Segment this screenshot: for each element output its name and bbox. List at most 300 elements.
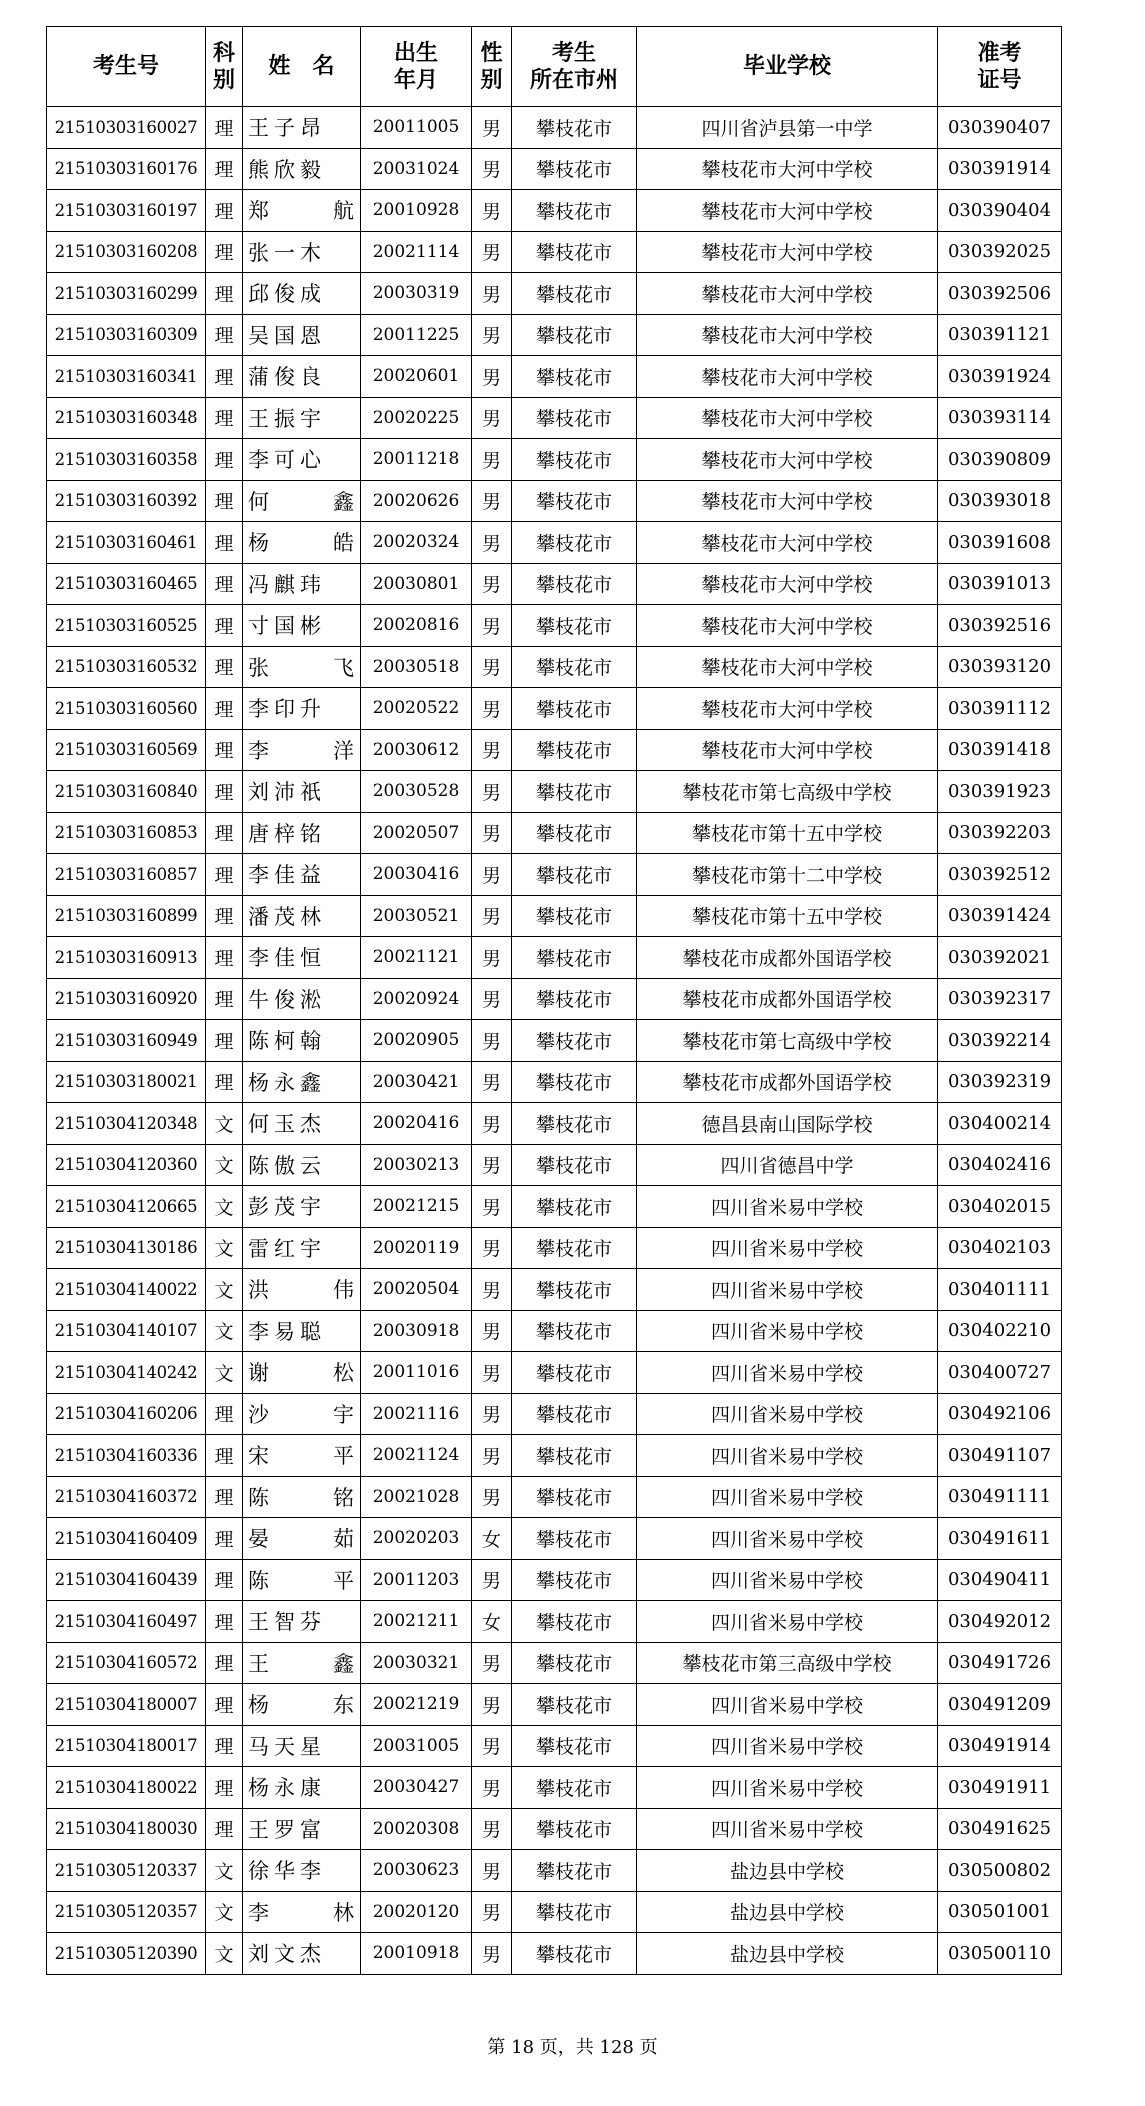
cell-school: 四川省米易中学校 [637,1767,938,1809]
table-row [47,1767,1062,1809]
cell-city: 攀枝花市 [512,895,637,937]
cell-city: 攀枝花市 [512,1103,637,1145]
header-exam-id: 考生号 [47,27,206,107]
header-subject: 科 别 [206,27,243,107]
cell-gender: 男 [472,978,512,1020]
cell-ticket: 030492012 [938,1601,1062,1643]
cell-gender: 男 [472,1144,512,1186]
cell-gender: 男 [472,854,512,896]
cell-exam-id: 21510303160920 [47,978,206,1020]
cell-birth: 20030421 [361,1061,472,1103]
cell-birth: 20030521 [361,895,472,937]
cell-school: 盐边县中学校 [637,1850,938,1892]
cell-gender: 男 [472,1642,512,1684]
cell-ticket: 030402015 [938,1186,1062,1228]
cell-birth: 20021121 [361,937,472,979]
cell-name: 徐华李 [243,1850,361,1892]
table-row [47,1186,1062,1228]
cell-birth: 20011016 [361,1352,472,1394]
cell-exam-id: 21510303160525 [47,605,206,647]
cell-ticket: 030392516 [938,605,1062,647]
cell-name: 雷红宇 [243,1227,361,1269]
cell-ticket: 030490411 [938,1559,1062,1601]
cell-exam-id: 21510304180030 [47,1808,206,1850]
table-row [47,563,1062,605]
cell-exam-id: 21510304120665 [47,1186,206,1228]
cell-name: 杨永鑫 [243,1061,361,1103]
table-row [47,1103,1062,1145]
cell-school: 德昌县南山国际学校 [637,1103,938,1145]
cell-school: 攀枝花市大河中学校 [637,729,938,771]
cell-ticket: 030390407 [938,107,1062,149]
cell-city: 攀枝花市 [512,522,637,564]
cell-gender: 男 [472,646,512,688]
cell-city: 攀枝花市 [512,1186,637,1228]
table-row [47,605,1062,647]
table-row [47,148,1062,190]
table-row [47,1393,1062,1435]
table-row [47,190,1062,232]
cell-ticket: 030391121 [938,314,1062,356]
cell-school: 四川省泸县第一中学 [637,107,938,149]
cell-gender: 男 [472,148,512,190]
cell-school: 四川省米易中学校 [637,1518,938,1560]
cell-exam-id: 21510303160358 [47,439,206,481]
cell-birth: 20020225 [361,397,472,439]
cell-city: 攀枝花市 [512,1601,637,1643]
table-row [47,1850,1062,1892]
cell-name: 邱俊成 [243,273,361,315]
cell-school: 攀枝花市大河中学校 [637,148,938,190]
cell-subject: 文 [206,1933,243,1975]
cell-ticket: 030391424 [938,895,1062,937]
cell-subject: 理 [206,605,243,647]
cell-exam-id: 21510303160532 [47,646,206,688]
cell-exam-id: 21510304140107 [47,1310,206,1352]
cell-ticket: 030391418 [938,729,1062,771]
cell-school: 四川省米易中学校 [637,1808,938,1850]
cell-name: 洪 伟 [243,1269,361,1311]
cell-city: 攀枝花市 [512,480,637,522]
cell-gender: 男 [472,1061,512,1103]
cell-gender: 男 [472,314,512,356]
cell-city: 攀枝花市 [512,812,637,854]
cell-name: 冯麒玮 [243,563,361,605]
cell-school: 四川省米易中学校 [637,1725,938,1767]
cell-ticket: 030500110 [938,1933,1062,1975]
table-row [47,439,1062,481]
cell-ticket: 030392512 [938,854,1062,896]
table-row [47,273,1062,315]
cell-ticket: 030500802 [938,1850,1062,1892]
cell-birth: 20011005 [361,107,472,149]
cell-exam-id: 21510303160840 [47,771,206,813]
cell-school: 攀枝花市第七高级中学校 [637,1020,938,1062]
cell-school: 四川省米易中学校 [637,1186,938,1228]
table-row [47,1933,1062,1975]
cell-name: 唐梓铭 [243,812,361,854]
table-row [47,854,1062,896]
cell-birth: 20021215 [361,1186,472,1228]
cell-city: 攀枝花市 [512,1310,637,1352]
cell-school: 攀枝花市第三高级中学校 [637,1642,938,1684]
cell-birth: 20010928 [361,190,472,232]
cell-birth: 20011225 [361,314,472,356]
cell-exam-id: 21510303160853 [47,812,206,854]
cell-city: 攀枝花市 [512,1725,637,1767]
header-ticket: 准考 证号 [938,27,1062,107]
cell-gender: 男 [472,895,512,937]
table-row [47,1352,1062,1394]
cell-gender: 男 [472,231,512,273]
cell-gender: 男 [472,522,512,564]
table-row [47,1642,1062,1684]
cell-ticket: 030491107 [938,1435,1062,1477]
cell-subject: 理 [206,1393,243,1435]
cell-ticket: 030402210 [938,1310,1062,1352]
cell-gender: 男 [472,1186,512,1228]
cell-gender: 男 [472,190,512,232]
cell-city: 攀枝花市 [512,1061,637,1103]
cell-exam-id: 21510304120348 [47,1103,206,1145]
cell-subject: 理 [206,854,243,896]
cell-ticket: 030392203 [938,812,1062,854]
cell-ticket: 030393114 [938,397,1062,439]
cell-name: 李佳恒 [243,937,361,979]
cell-gender: 男 [472,937,512,979]
cell-school: 攀枝花市大河中学校 [637,356,938,398]
cell-gender: 男 [472,356,512,398]
cell-subject: 理 [206,978,243,1020]
cell-school: 攀枝花市大河中学校 [637,397,938,439]
cell-exam-id: 21510303160949 [47,1020,206,1062]
cell-ticket: 030400727 [938,1352,1062,1394]
header-school: 毕业学校 [637,27,938,107]
cell-subject: 理 [206,397,243,439]
cell-subject: 文 [206,1103,243,1145]
cell-subject: 理 [206,190,243,232]
cell-name: 王智芬 [243,1601,361,1643]
cell-school: 攀枝花市大河中学校 [637,688,938,730]
cell-name: 潘茂林 [243,895,361,937]
cell-city: 攀枝花市 [512,439,637,481]
cell-school: 攀枝花市大河中学校 [637,522,938,564]
cell-subject: 理 [206,273,243,315]
cell-exam-id: 21510303160569 [47,729,206,771]
cell-city: 攀枝花市 [512,1020,637,1062]
table-body [47,107,1062,1975]
cell-exam-id: 21510303160299 [47,273,206,315]
table-row [47,1518,1062,1560]
cell-birth: 20011203 [361,1559,472,1601]
cell-ticket: 030392025 [938,231,1062,273]
cell-school: 四川省德昌中学 [637,1144,938,1186]
table-row [47,356,1062,398]
cell-exam-id: 21510304160206 [47,1393,206,1435]
table-row [47,1891,1062,1933]
cell-birth: 20020905 [361,1020,472,1062]
cell-exam-id: 21510303160392 [47,480,206,522]
cell-exam-id: 21510303160913 [47,937,206,979]
table-row [47,646,1062,688]
cell-name: 张 飞 [243,646,361,688]
cell-exam-id: 21510303160857 [47,854,206,896]
cell-name: 郑 航 [243,190,361,232]
cell-gender: 男 [472,1933,512,1975]
cell-exam-id: 21510304160572 [47,1642,206,1684]
cell-ticket: 030391112 [938,688,1062,730]
cell-subject: 理 [206,729,243,771]
cell-school: 四川省米易中学校 [637,1393,938,1435]
cell-ticket: 030393018 [938,480,1062,522]
table-row [47,1310,1062,1352]
cell-exam-id: 21510303160176 [47,148,206,190]
cell-subject: 理 [206,771,243,813]
cell-birth: 20020324 [361,522,472,564]
cell-gender: 男 [472,771,512,813]
cell-ticket: 030392021 [938,937,1062,979]
cell-birth: 20020504 [361,1269,472,1311]
cell-exam-id: 21510304160409 [47,1518,206,1560]
cell-school: 盐边县中学校 [637,1891,938,1933]
cell-subject: 理 [206,522,243,564]
cell-name: 陈 铭 [243,1476,361,1518]
cell-ticket: 030401111 [938,1269,1062,1311]
cell-school: 攀枝花市成都外国语学校 [637,978,938,1020]
cell-exam-id: 21510304140242 [47,1352,206,1394]
cell-subject: 理 [206,231,243,273]
cell-city: 攀枝花市 [512,688,637,730]
table-row [47,1559,1062,1601]
table-row [47,522,1062,564]
cell-name: 陈傲云 [243,1144,361,1186]
cell-exam-id: 21510303160309 [47,314,206,356]
cell-subject: 文 [206,1352,243,1394]
cell-gender: 男 [472,688,512,730]
table-row [47,729,1062,771]
cell-gender: 男 [472,1020,512,1062]
cell-city: 攀枝花市 [512,1891,637,1933]
cell-school: 四川省米易中学校 [637,1601,938,1643]
cell-school: 攀枝花市大河中学校 [637,273,938,315]
cell-birth: 20020507 [361,812,472,854]
cell-name: 熊欣毅 [243,148,361,190]
table-row [47,1808,1062,1850]
cell-name: 陈柯翰 [243,1020,361,1062]
cell-name: 谢 松 [243,1352,361,1394]
cell-subject: 理 [206,1642,243,1684]
cell-birth: 20030528 [361,771,472,813]
cell-name: 寸国彬 [243,605,361,647]
cell-gender: 男 [472,1269,512,1311]
cell-school: 四川省米易中学校 [637,1310,938,1352]
table-row [47,1061,1062,1103]
cell-subject: 理 [206,439,243,481]
cell-birth: 20020416 [361,1103,472,1145]
cell-subject: 文 [206,1891,243,1933]
cell-birth: 20030801 [361,563,472,605]
cell-gender: 男 [472,107,512,149]
cell-name: 刘沛祇 [243,771,361,813]
cell-city: 攀枝花市 [512,771,637,813]
cell-subject: 文 [206,1186,243,1228]
cell-exam-id: 21510305120357 [47,1891,206,1933]
cell-name: 张一木 [243,231,361,273]
cell-name: 马天星 [243,1725,361,1767]
cell-name: 彭茂宇 [243,1186,361,1228]
table-row [47,812,1062,854]
cell-birth: 20020816 [361,605,472,647]
cell-subject: 理 [206,356,243,398]
cell-subject: 文 [206,1850,243,1892]
cell-subject: 理 [206,1767,243,1809]
cell-name: 王振宇 [243,397,361,439]
cell-ticket: 030392214 [938,1020,1062,1062]
cell-subject: 理 [206,895,243,937]
table-row [47,1144,1062,1186]
cell-birth: 20020120 [361,1891,472,1933]
table-row [47,1725,1062,1767]
exam-roster-sheet [46,26,1062,1975]
cell-birth: 20020522 [361,688,472,730]
cell-birth: 20010918 [361,1933,472,1975]
cell-gender: 男 [472,1476,512,1518]
cell-subject: 理 [206,1061,243,1103]
cell-city: 攀枝花市 [512,1518,637,1560]
exam-roster-table [46,26,1062,1975]
cell-exam-id: 21510303160465 [47,563,206,605]
cell-birth: 20031005 [361,1725,472,1767]
cell-city: 攀枝花市 [512,1933,637,1975]
cell-subject: 文 [206,1269,243,1311]
cell-gender: 男 [472,1891,512,1933]
cell-subject: 理 [206,148,243,190]
cell-birth: 20020601 [361,356,472,398]
cell-name: 杨 皓 [243,522,361,564]
cell-city: 攀枝花市 [512,1435,637,1477]
cell-ticket: 030501001 [938,1891,1062,1933]
table-row [47,895,1062,937]
cell-city: 攀枝花市 [512,107,637,149]
cell-ticket: 030391923 [938,771,1062,813]
cell-exam-id: 21510304120360 [47,1144,206,1186]
cell-school: 四川省米易中学校 [637,1269,938,1311]
cell-city: 攀枝花市 [512,1642,637,1684]
cell-school: 攀枝花市大河中学校 [637,190,938,232]
cell-name: 陈 平 [243,1559,361,1601]
cell-gender: 男 [472,273,512,315]
cell-subject: 文 [206,1310,243,1352]
cell-subject: 理 [206,1559,243,1601]
cell-city: 攀枝花市 [512,1393,637,1435]
cell-school: 攀枝花市大河中学校 [637,231,938,273]
table-row [47,937,1062,979]
table-row [47,1601,1062,1643]
cell-city: 攀枝花市 [512,190,637,232]
table-row [47,107,1062,149]
page-number: 第 18 页，共 128 页 [487,2037,658,2058]
cell-ticket: 030390404 [938,190,1062,232]
cell-city: 攀枝花市 [512,148,637,190]
cell-birth: 20020119 [361,1227,472,1269]
cell-gender: 女 [472,1518,512,1560]
header-name: 姓 名 [243,27,361,107]
cell-birth: 20030623 [361,1850,472,1892]
cell-exam-id: 21510303160560 [47,688,206,730]
cell-ticket: 030392319 [938,1061,1062,1103]
header-birth: 出生 年月 [361,27,472,107]
cell-city: 攀枝花市 [512,854,637,896]
cell-gender: 男 [472,605,512,647]
cell-gender: 男 [472,397,512,439]
cell-birth: 20030416 [361,854,472,896]
cell-subject: 理 [206,1476,243,1518]
cell-subject: 理 [206,1684,243,1726]
cell-school: 攀枝花市第十五中学校 [637,812,938,854]
cell-exam-id: 21510304180022 [47,1767,206,1809]
cell-gender: 男 [472,1808,512,1850]
cell-city: 攀枝花市 [512,937,637,979]
table-row [47,688,1062,730]
cell-ticket: 030491111 [938,1476,1062,1518]
cell-exam-id: 21510303160341 [47,356,206,398]
cell-birth: 20021124 [361,1435,472,1477]
cell-city: 攀枝花市 [512,646,637,688]
cell-ticket: 030392317 [938,978,1062,1020]
table-row [47,978,1062,1020]
cell-name: 蒲俊良 [243,356,361,398]
cell-school: 攀枝花市第十二中学校 [637,854,938,896]
cell-birth: 20020308 [361,1808,472,1850]
cell-school: 攀枝花市大河中学校 [637,563,938,605]
table-header-row [47,27,1062,107]
cell-ticket: 030391013 [938,563,1062,605]
cell-exam-id: 21510305120337 [47,1850,206,1892]
table-row [47,314,1062,356]
cell-name: 晏 茹 [243,1518,361,1560]
cell-subject: 理 [206,1435,243,1477]
cell-birth: 20020924 [361,978,472,1020]
cell-ticket: 030391924 [938,356,1062,398]
table-row [47,397,1062,439]
cell-school: 盐边县中学校 [637,1933,938,1975]
cell-city: 攀枝花市 [512,1850,637,1892]
cell-gender: 男 [472,812,512,854]
cell-school: 四川省米易中学校 [637,1684,938,1726]
cell-birth: 20031024 [361,148,472,190]
cell-gender: 男 [472,1352,512,1394]
cell-gender: 男 [472,480,512,522]
cell-school: 攀枝花市大河中学校 [637,646,938,688]
cell-exam-id: 21510303160208 [47,231,206,273]
cell-name: 牛俊淞 [243,978,361,1020]
cell-city: 攀枝花市 [512,1767,637,1809]
cell-gender: 男 [472,1227,512,1269]
cell-name: 李 林 [243,1891,361,1933]
cell-birth: 20021028 [361,1476,472,1518]
table-row [47,1269,1062,1311]
header-gender: 性 别 [472,27,512,107]
cell-gender: 男 [472,1850,512,1892]
cell-exam-id: 21510304160372 [47,1476,206,1518]
cell-subject: 理 [206,937,243,979]
cell-subject: 理 [206,688,243,730]
cell-city: 攀枝花市 [512,605,637,647]
cell-birth: 20030612 [361,729,472,771]
cell-exam-id: 21510304180017 [47,1725,206,1767]
cell-exam-id: 21510304180007 [47,1684,206,1726]
cell-ticket: 030390809 [938,439,1062,481]
